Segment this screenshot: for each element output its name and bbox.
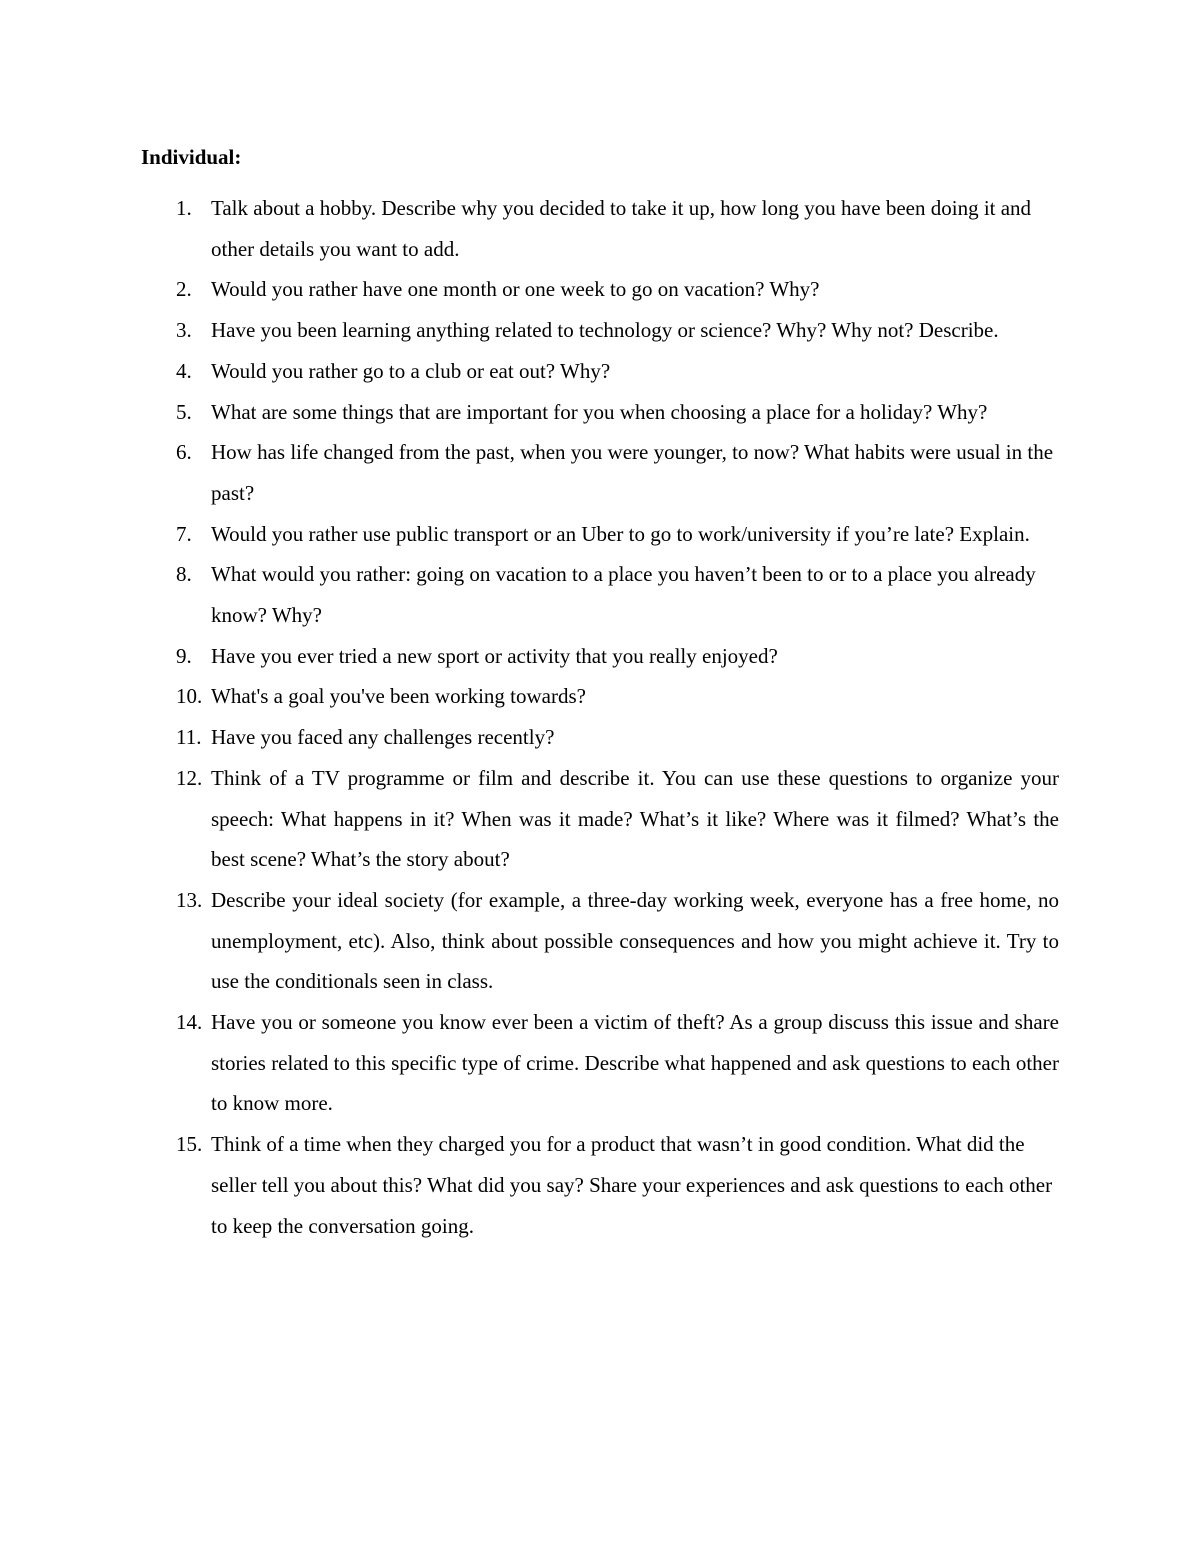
section-heading: Individual: xyxy=(141,145,242,169)
question-item-12 xyxy=(141,758,1059,880)
question-item-11 xyxy=(141,717,1059,758)
question-item-10 xyxy=(141,676,1059,717)
question-text: What's a goal you've been working towards? xyxy=(211,684,586,709)
question-text: Think of a time when they charged you for a product that wasn’t in good condition. What did the seller tell you about this? What did you say? Share your experiences and ask questions to each other to keep the conversation going. xyxy=(211,1132,1053,1238)
question-text: What would you rather: going on vacation to a place you haven’t been to or to a place you already know? Why? xyxy=(211,562,1036,628)
question-item-9 xyxy=(141,636,1059,677)
question-text: Would you rather have one month or one week to go on vacation? Why? xyxy=(211,277,820,302)
question-number: 13. xyxy=(176,887,203,912)
question-number: 5. xyxy=(176,399,192,424)
question-text: Describe your ideal society (for example, a three-day working week, everyone has a free home, no unemployment, etc). Also, think about possible consequences and how you might achieve it. Try to use the conditionals seen in class. xyxy=(211,887,1059,994)
question-item-7 xyxy=(141,514,1059,555)
question-number: 10. xyxy=(176,684,203,709)
question-item-4 xyxy=(141,351,1059,392)
question-number: 3. xyxy=(176,318,192,343)
question-item-1 xyxy=(141,188,1059,269)
question-number: 14. xyxy=(176,1010,203,1035)
question-text: How has life changed from the past, when you were younger, to now? What habits were usual in the past? xyxy=(211,440,1054,505)
question-item-2 xyxy=(141,269,1059,310)
question-item-13 xyxy=(141,880,1059,1002)
question-text: Think of a TV programme or film and describe it. You can use these questions to organize your speech: What happens in it? When was it made? What’s it like? Where was it filmed? What’s the best scene? What’s the story about? xyxy=(211,765,1059,872)
question-number: 6. xyxy=(176,440,192,465)
question-text: Would you rather use public transport or an Uber to go to work/university if you’re late? Explain. xyxy=(211,521,1030,546)
question-item-15 xyxy=(141,1124,1059,1246)
question-text: What are some things that are important for you when choosing a place for a holiday? Why? xyxy=(211,399,988,424)
question-number: 9. xyxy=(176,643,192,668)
question-text: Have you faced any challenges recently? xyxy=(211,725,555,750)
question-number: 4. xyxy=(176,358,192,383)
question-item-8 xyxy=(141,554,1059,635)
question-number: 7. xyxy=(176,521,192,546)
question-text: Have you ever tried a new sport or activity that you really enjoyed? xyxy=(211,643,778,668)
question-item-5 xyxy=(141,392,1059,433)
question-text: Talk about a hobby. Describe why you decided to take it up, how long you have been doing it and other details you want to add. xyxy=(211,196,1032,261)
question-item-14 xyxy=(141,1002,1059,1124)
question-list xyxy=(141,188,1059,1246)
question-text: Have you or someone you know ever been a victim of theft? As a group discuss this issue and share stories related to this specific type of crime. Describe what happened and ask questions to each other to know more. xyxy=(211,1010,1059,1116)
question-number: 15. xyxy=(176,1132,203,1157)
question-number: 12. xyxy=(176,765,203,790)
question-number: 11. xyxy=(176,725,202,750)
question-text: Have you been learning anything related to technology or science? Why? Why not? Describe. xyxy=(211,318,999,343)
question-number: 2. xyxy=(176,277,192,302)
question-number: 1. xyxy=(176,196,192,220)
question-item-3 xyxy=(141,310,1059,351)
question-text: Would you rather go to a club or eat out? Why? xyxy=(211,358,611,383)
question-number: 8. xyxy=(176,562,192,587)
question-item-6 xyxy=(141,432,1059,513)
